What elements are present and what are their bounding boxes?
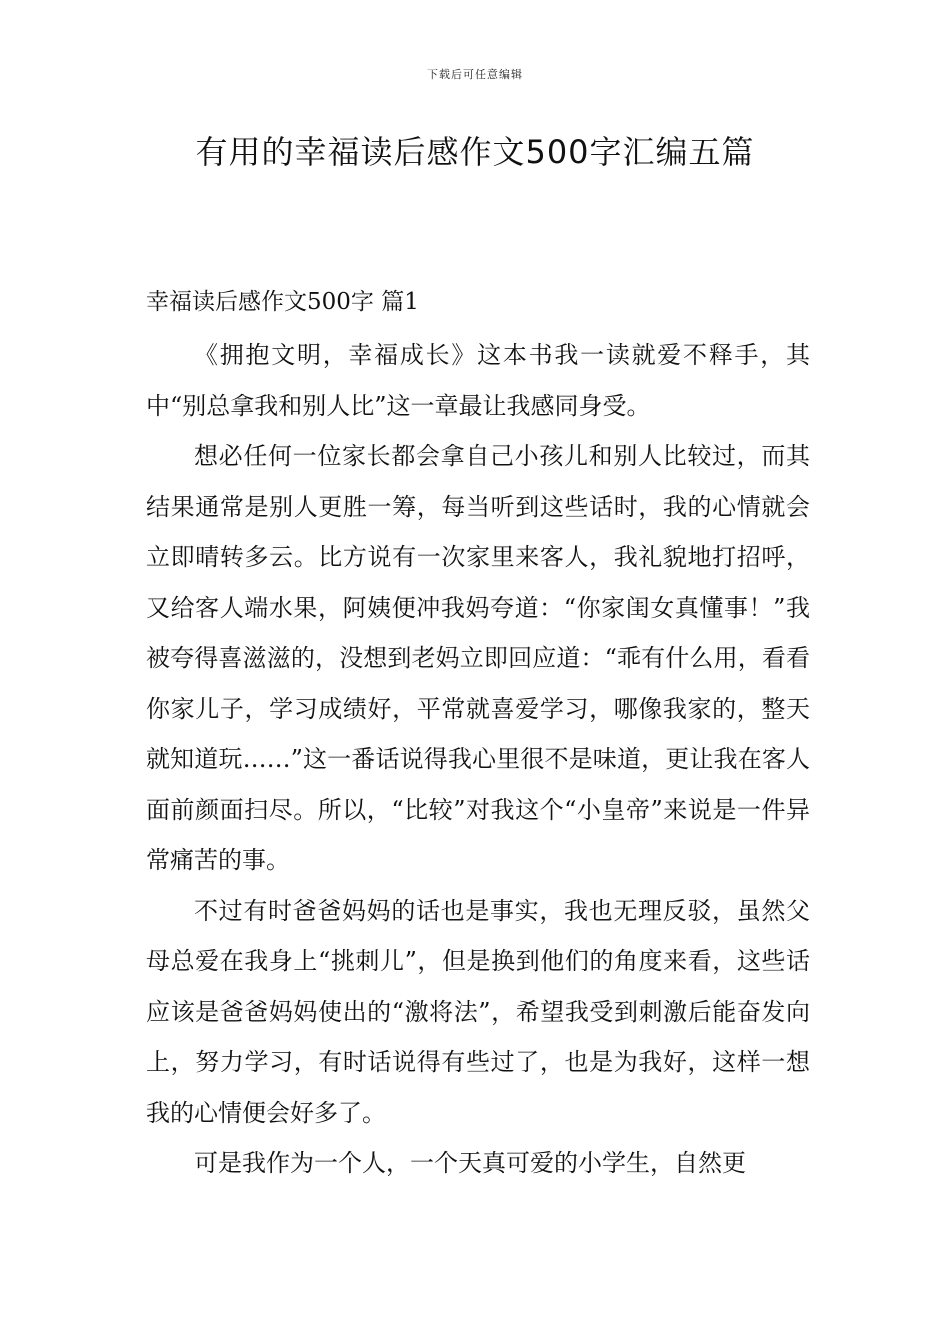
paragraph: 可是我作为一个人，一个天真可爱的小学生，自然更 (194, 1149, 746, 1177)
paragraph: 想必任何一位家长都会拿自己小孩儿和别人比较过，而其结果通常是别人更胜一筹，每当听到这些话时，我的心情就会立即晴转多云。比方说有一次家里来客人，我礼貌地打招呼，又给客人端水果，阿姨便冲我妈夸道：“你家闺女真懂事！”我被夸得喜滋滋的，没想到老妈立即回应道：“乖有什么用，看看你家儿子，学习成绩好，平常就喜爱学习，哪像我家的，整天就知道玩……”这一番话说得我心里很不是味道，更让我在客人面前颜面扫尽。所以，“比较”对我这个“小皇帝”来说是一件异常痛苦的事。 (146, 442, 810, 874)
section-heading: 幸福读后感作文500字 篇1 (146, 289, 419, 315)
header-note: 下载后可任意编辑 (427, 68, 523, 81)
article-body (146, 330, 810, 1189)
paragraph: 不过有时爸爸妈妈的话也是事实，我也无理反驳，虽然父母总爱在我身上“挑刺儿”，但是换到他们的角度来看，这些话应该是爸爸妈妈使出的“激将法”，希望我受到刺激后能奋发向上，努力学习，有时话说得有些过了，也是为我好，这样一想我的心情便会好多了。 (146, 896, 810, 1127)
document-title: 有用的幸福读后感作文500字汇编五篇 (195, 133, 755, 171)
paragraph: 《拥抱文明，幸福成长》这本书我一读就爱不释手，其中“别总拿我和别人比”这一章最让我感同身受。 (146, 341, 810, 420)
